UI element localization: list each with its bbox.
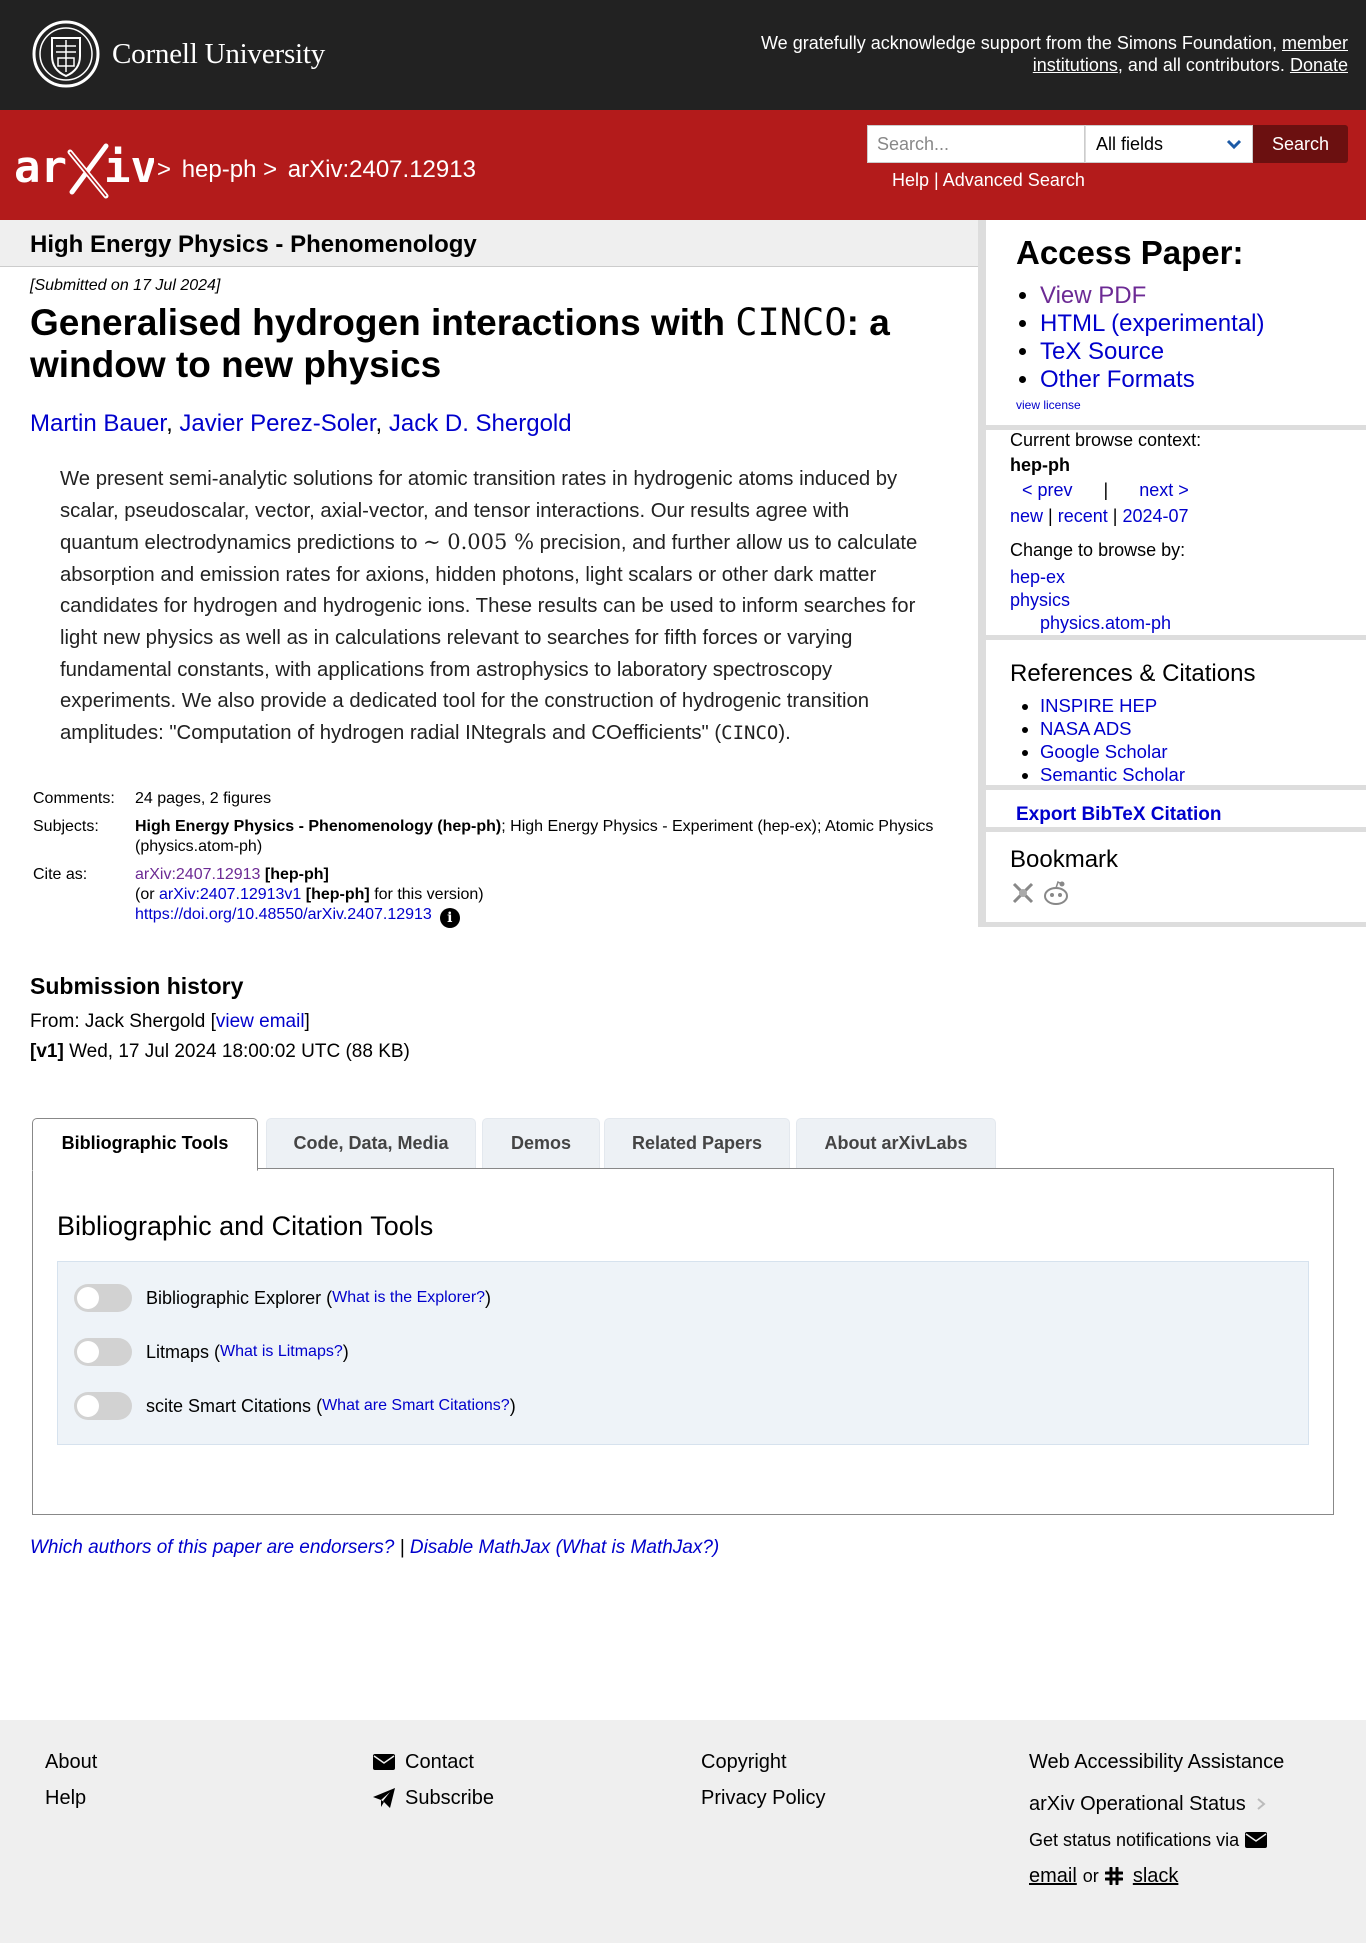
version-label: [v1] <box>30 1041 64 1062</box>
primary-subject: High Energy Physics - Phenomenology (hep-ph) <box>135 818 502 835</box>
subscribe-label: Subscribe <box>405 1787 494 1809</box>
from-label: From: Jack Shergold [ <box>30 1011 216 1032</box>
toggle-knob <box>77 1341 99 1363</box>
list-item <box>1040 717 1185 740</box>
link-separator: | <box>394 1537 410 1558</box>
footer-col-3 <box>701 1744 825 1816</box>
cite-label: Cite as: <box>33 866 88 883</box>
cornell-logo[interactable] <box>32 20 325 88</box>
list-item <box>1040 310 1265 338</box>
references-list <box>1040 694 1185 786</box>
privacy-policy-link[interactable]: Privacy Policy <box>701 1787 826 1809</box>
paper-metadata <box>30 785 960 932</box>
abstract <box>60 464 920 749</box>
tools-box <box>57 1261 1309 1445</box>
help-link[interactable]: Help <box>892 170 930 190</box>
list-item <box>1040 338 1265 366</box>
version-text: Wed, 17 Jul 2024 18:00:02 UTC (88 KB) <box>63 1041 410 1062</box>
svg-text:iv: iv <box>104 142 154 193</box>
author-link[interactable]: Javier Perez-Soler <box>179 410 376 437</box>
list-item <box>1040 366 1265 394</box>
envelope-icon <box>1245 1832 1267 1848</box>
envelope-icon <box>373 1754 395 1770</box>
about-link[interactable]: About <box>45 1751 98 1773</box>
tool-label: Bibliographic Explorer <box>146 1287 322 1308</box>
prev-link[interactable]: < prev <box>1022 480 1073 500</box>
subject-heading: High Energy Physics - Phenomenology <box>30 231 477 258</box>
breadcrumb <box>157 156 480 184</box>
abstract-math: ∼ 0.005 % <box>423 530 535 555</box>
arxiv-header <box>0 110 1366 220</box>
notification-channels <box>1029 1858 1284 1894</box>
title-code: CINCO <box>735 301 847 344</box>
tools-heading: Bibliographic and Citation Tools <box>57 1211 434 1241</box>
access-list <box>1040 282 1265 394</box>
cite-v1-tag: [hep-ph] <box>305 886 370 903</box>
toggle-knob <box>77 1287 99 1309</box>
cornell-header <box>0 0 1366 110</box>
browse-context-label: Current browse context: <box>1010 430 1202 450</box>
comments-row <box>30 785 960 813</box>
subjects-label: Subjects: <box>33 818 99 835</box>
html-link[interactable]: HTML (experimental) <box>1040 310 1265 337</box>
subscribe-link[interactable] <box>373 1780 494 1816</box>
tool-label: Litmaps <box>146 1341 210 1362</box>
author-separator: , <box>166 410 173 437</box>
tab-related-papers[interactable]: Related Papers <box>604 1118 790 1170</box>
arxiv-logo-icon <box>14 140 154 200</box>
tab-demos[interactable]: Demos <box>482 1118 600 1170</box>
new-link[interactable]: new <box>1010 506 1044 526</box>
search-button[interactable]: Search <box>1253 125 1348 163</box>
tool-label: scite Smart Citations <box>146 1395 312 1416</box>
svg-text:ar: ar <box>14 142 67 193</box>
support-text: We gratefully acknowledge support from the Simons Foundation, <box>761 33 1277 53</box>
list-item <box>1040 282 1265 310</box>
title-text: Generalised hydrogen interactions with <box>30 302 736 343</box>
abstract-text: precision, and further allow us to calculate absorption and emission rates for axions, hidden photons, light scalars or other dark matter candidates for hydrogen and hydrogenic ions. These results can be used to inform searches for light new physics as well as in calculations relevant to searches for fifth forces or varying fundamental constants, with applications from astrophysics to laboratory spectroscopy experiments. We also provide a dedicated tool for the construction of hydrogenic transition amplitudes: "Computation of hydrogen radial INtegrals and COefficients" ( <box>60 532 918 744</box>
breadcrumb-separator: > <box>263 156 278 183</box>
subjects-value <box>132 813 960 861</box>
title-text-tail: : a window to new physics <box>30 302 890 385</box>
doi-link[interactable]: https://doi.org/10.48550/arXiv.2407.12913 <box>135 906 432 923</box>
tab-about-arxivlabs[interactable]: About arXivLabs <box>796 1118 996 1170</box>
footer-col-1 <box>45 1744 97 1816</box>
cite-v1-link[interactable]: arXiv:2407.12913v1 <box>159 886 302 903</box>
nav-separator: | <box>1048 506 1053 526</box>
bottom-links <box>30 1537 719 1559</box>
other-formats-link[interactable]: Other Formats <box>1040 366 1195 393</box>
submission-history-heading: Submission history <box>30 973 244 999</box>
support-tail: , and all contributors. <box>1117 55 1285 75</box>
accessibility-link[interactable]: Web Accessibility Assistance <box>1029 1751 1285 1773</box>
view-license-link[interactable]: view license <box>1016 398 1081 412</box>
tool-row-litmaps: Litmaps ( What is Litmaps? ) <box>74 1338 349 1366</box>
hep-ex-link[interactable]: hep-ex <box>1010 567 1066 587</box>
submitted-date: [Submitted on 17 Jul 2024] <box>30 277 221 294</box>
tool-help-link[interactable]: What are Smart Citations? <box>322 1397 510 1414</box>
abstract-text: We present semi-analytic solutions for atomic transition rates in hydrogenic atoms induced by scalar, pseudoscalar, vector, axial-vector, and tensor interactions. Our results agree with quantum electrodynamics predictions to <box>60 468 898 555</box>
paper-plane-icon <box>373 1788 395 1808</box>
cornell-name: Cornell University <box>112 37 326 70</box>
search-input[interactable]: Search... <box>867 125 1085 163</box>
from-close: ] <box>304 1011 310 1032</box>
references-heading: References & Citations <box>1010 660 1256 687</box>
slack-icon <box>1105 1867 1123 1885</box>
footer-col-2 <box>373 1744 494 1816</box>
cite-value <box>132 861 960 932</box>
paper-title <box>30 302 930 386</box>
cite-or: (or <box>135 886 159 903</box>
physics-link[interactable]: physics <box>1010 590 1071 610</box>
link-separator: | <box>934 170 939 190</box>
view-pdf-link[interactable]: View PDF <box>1040 282 1147 309</box>
nav-separator: | <box>1103 480 1109 500</box>
version-entry <box>30 1041 410 1063</box>
footer-col-4 <box>1029 1744 1284 1894</box>
next-link[interactable]: next > <box>1139 480 1189 500</box>
recent-link[interactable]: recent <box>1057 506 1108 526</box>
author-link[interactable]: Martin Bauer <box>30 410 167 437</box>
abstract-code: CINCO <box>721 721 779 744</box>
bookmark-heading: Bookmark <box>1010 846 1119 873</box>
access-heading: Access Paper: <box>1016 234 1244 271</box>
list-item <box>1040 694 1185 717</box>
tool-row-explorer: Bibliographic Explorer ( What is the Explorer? ) <box>74 1284 491 1312</box>
advanced-search-link[interactable]: Advanced Search <box>942 170 1085 190</box>
reddit-icon[interactable] <box>1042 880 1070 906</box>
other-subjects: ; High Energy Physics - Experiment (hep-ex); Atomic Physics (physics.atom-ph) <box>135 818 934 855</box>
author-separator: , <box>375 410 383 437</box>
comments-value: 24 pages, 2 figures <box>135 790 272 807</box>
google-scholar-link[interactable]: Google Scholar <box>1040 741 1168 762</box>
tex-source-link[interactable]: TeX Source <box>1040 338 1165 365</box>
support-message <box>708 32 1348 76</box>
email-notif-link[interactable]: email <box>1029 1865 1077 1887</box>
or-label: or <box>1082 1866 1099 1886</box>
access-section <box>986 220 1366 430</box>
disable-mathjax-link[interactable]: Disable MathJax <box>409 1537 551 1558</box>
author-link[interactable]: Jack D. Shergold <box>388 410 572 437</box>
breadcrumb-hep-ph[interactable]: hep-ph <box>181 156 257 183</box>
arxiv-logo[interactable] <box>14 140 154 205</box>
right-sidebar <box>978 220 1366 927</box>
slack-label: slack <box>1132 1865 1179 1887</box>
subjects-row <box>30 813 960 861</box>
cornell-seal-icon <box>32 20 100 88</box>
toggle-knob <box>77 1395 99 1417</box>
inspire-hep-link[interactable]: INSPIRE HEP <box>1040 695 1158 716</box>
view-email-link[interactable]: view email <box>215 1011 305 1032</box>
explorer-toggle[interactable] <box>74 1284 132 1312</box>
slack-notif-link[interactable] <box>1105 1858 1179 1894</box>
semantic-scholar-link[interactable]: Semantic Scholar <box>1040 764 1185 785</box>
search-field-select[interactable] <box>1085 125 1253 163</box>
tab-panel <box>32 1168 1334 1515</box>
help-link[interactable]: Help <box>45 1787 87 1809</box>
list-item <box>1040 763 1185 786</box>
copyright-link[interactable]: Copyright <box>701 1751 787 1773</box>
chevron-down-icon <box>1226 136 1242 152</box>
contact-label: Contact <box>405 1751 474 1773</box>
notif-label: Get status notifications via <box>1029 1830 1240 1850</box>
list-item <box>1040 740 1185 763</box>
footer <box>0 1720 1366 1943</box>
cite-v1-tail: for this version) <box>369 886 484 903</box>
operational-status-link[interactable] <box>1029 1786 1284 1822</box>
scite-toggle[interactable] <box>74 1392 132 1420</box>
abstract-text: ). <box>778 721 791 744</box>
bookmark-icons <box>1010 880 1070 906</box>
subject-header-bar <box>0 220 978 267</box>
chevron-right-icon <box>1254 1797 1268 1811</box>
bibsonomy-icon[interactable] <box>1010 880 1036 906</box>
search-field-value: All fields <box>1096 134 1164 154</box>
contact-link[interactable] <box>373 1744 494 1780</box>
info-icon[interactable]: i <box>440 908 460 928</box>
status-label: arXiv Operational Status <box>1029 1793 1246 1815</box>
tab-code-data-media[interactable]: Code, Data, Media <box>266 1118 476 1170</box>
member-institutions-link[interactable]: member institutions <box>1032 33 1348 75</box>
nasa-ads-link[interactable]: NASA ADS <box>1040 718 1132 739</box>
comments-label: Comments: <box>33 790 115 807</box>
change-browse-label: Change to browse by: <box>1010 540 1186 560</box>
donate-link[interactable]: Donate <box>1289 55 1348 75</box>
tool-help-link[interactable]: What is the Explorer? <box>332 1289 486 1306</box>
cite-row <box>30 861 960 932</box>
tool-row-scite: scite Smart Citations ( What are Smart Citations? ) <box>74 1392 516 1420</box>
tab-bibliographic-tools[interactable]: Bibliographic Tools <box>32 1118 258 1171</box>
browse-context-value: hep-ph <box>1010 455 1070 475</box>
month-link[interactable]: 2024-07 <box>1122 506 1189 526</box>
submission-from <box>30 1011 310 1033</box>
status-notifications <box>1029 1822 1284 1858</box>
cite-tag: [hep-ph] <box>264 866 329 883</box>
cite-id-link[interactable]: arXiv:2407.12913 <box>135 866 261 883</box>
endorsers-link[interactable]: Which authors of this paper are endorsers? <box>30 1537 395 1558</box>
breadcrumb-separator: > <box>157 156 172 183</box>
author-list <box>30 410 572 438</box>
breadcrumb-paper-id: arXiv:2407.12913 <box>287 156 476 183</box>
litmaps-toggle[interactable] <box>74 1338 132 1366</box>
browse-nav <box>1022 480 1189 501</box>
what-is-mathjax-link[interactable]: (What is MathJax?) <box>555 1537 720 1558</box>
nav-separator: | <box>1112 506 1118 526</box>
search-links <box>892 170 1085 191</box>
browse-list-nav <box>1010 506 1189 527</box>
tool-help-link[interactable]: What is Litmaps? <box>220 1343 343 1360</box>
export-bibtex-link[interactable]: Export BibTeX Citation <box>1016 804 1222 825</box>
physics-atom-ph-link[interactable]: physics.atom-ph <box>1040 613 1172 633</box>
change-browse-list <box>1010 566 1171 635</box>
